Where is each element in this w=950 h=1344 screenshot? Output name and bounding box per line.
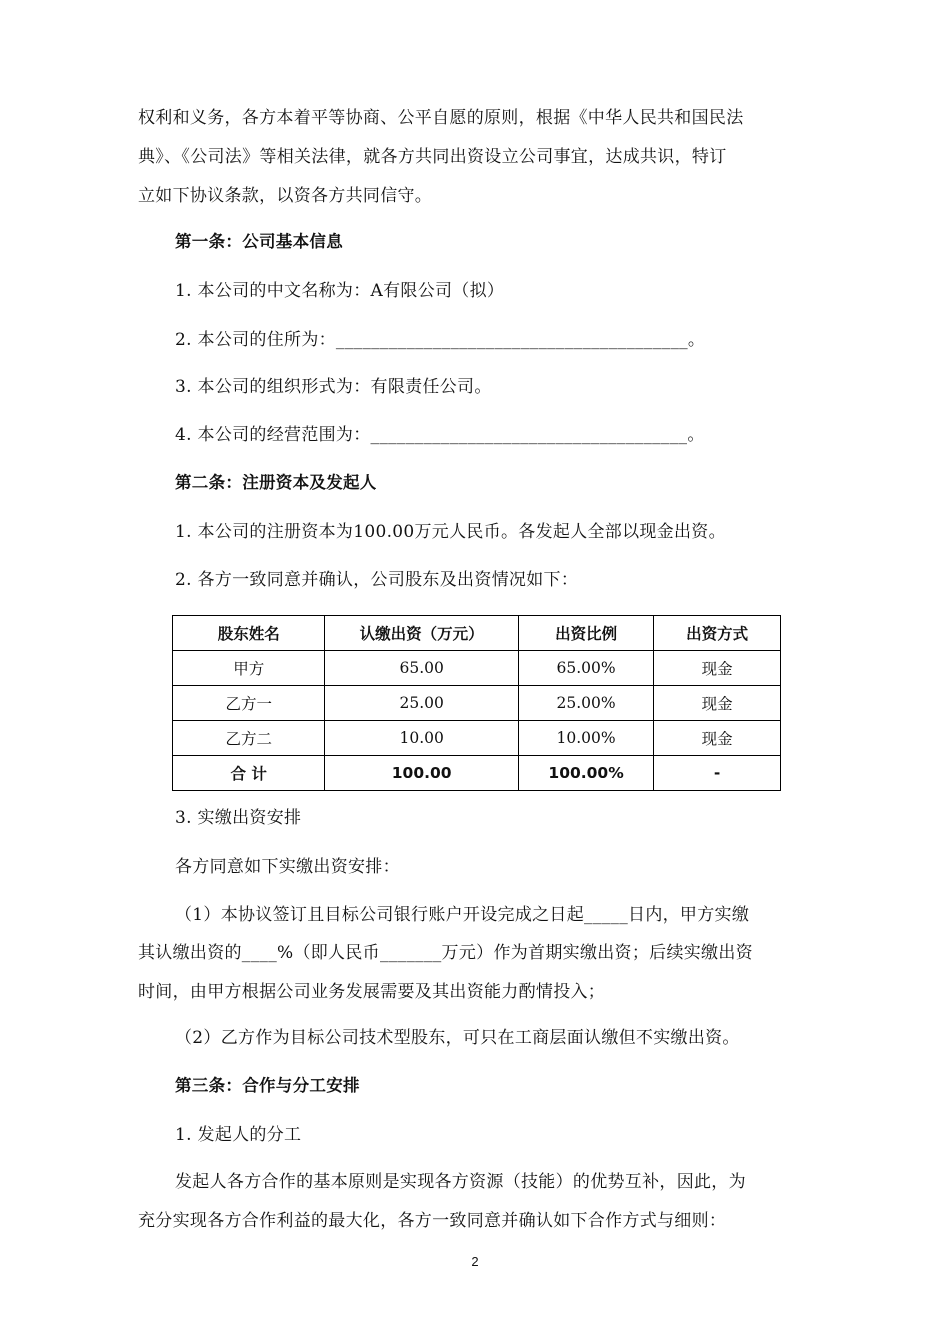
arrangement-p1-line-1: （1）本协议签订且目标公司银行账户开设完成之日起_____日内，甲方实缴 — [175, 905, 750, 925]
article1-item-3: 3. 本公司的组织形式为：有限责任公司。 — [175, 377, 492, 397]
arrangement-p1-line-3: 时间，由甲方根据公司业务发展需要及其出资能力酌情投入； — [138, 982, 606, 1002]
article2-item-1: 1. 本公司的注册资本为100.00万元人民币。各发起人全部以现金出资。 — [175, 522, 726, 542]
article3-p-line-2: 充分实现各方合作利益的最大化，各方一致同意并确认如下合作方式与细则： — [138, 1211, 727, 1231]
cell-ratio: 65.00% — [518, 651, 653, 686]
cell-capital: 10.00 — [325, 721, 518, 756]
cell-name: 乙方二 — [173, 721, 325, 756]
article2-item-2: 2. 各方一致同意并确认，公司股东及出资情况如下： — [175, 570, 579, 590]
table-header-row — [173, 616, 781, 651]
header-contribution-method: 出资方式 — [654, 616, 781, 651]
article1-item-2: 2. 本公司的住所为：________________________________________。 — [175, 330, 706, 350]
article1-item-4: 4. 本公司的经营范围为：____________________________________。 — [175, 425, 705, 445]
intro-line-3: 立如下协议条款，以资各方共同信守。 — [138, 186, 433, 206]
intro-line-2: 典》、《公司法》等相关法律，就各方共同出资设立公司事宜，达成共识，特订 — [138, 147, 727, 167]
article3-heading: 第三条：合作与分工安排 — [175, 1076, 360, 1095]
cell-capital: 25.00 — [325, 686, 518, 721]
cell-method: 现金 — [654, 686, 781, 721]
cell-name: 乙方一 — [173, 686, 325, 721]
article1-heading: 第一条：公司基本信息 — [175, 232, 343, 251]
cell-capital: 65.00 — [325, 651, 518, 686]
cell-method: 现金 — [654, 721, 781, 756]
shareholder-table — [172, 615, 781, 791]
table-row — [173, 651, 781, 686]
total-ratio: 100.00% — [518, 756, 653, 791]
total-label: 合 计 — [173, 756, 325, 791]
total-method: - — [654, 756, 781, 791]
cell-method: 现金 — [654, 651, 781, 686]
arrangement-p1-line-2: 其认缴出资的____%（即人民币_______万元）作为首期实缴出资；后续实缴出资 — [138, 943, 753, 963]
arrangement-p2: （2）乙方作为目标公司技术型股东，可只在工商层面认缴但不实缴出资。 — [175, 1028, 740, 1048]
table-row — [173, 721, 781, 756]
article3-item-1: 1. 发起人的分工 — [175, 1125, 302, 1145]
header-subscribed-capital: 认缴出资（万元） — [325, 616, 518, 651]
cell-ratio: 25.00% — [518, 686, 653, 721]
table-row — [173, 686, 781, 721]
article2-heading: 第二条：注册资本及发起人 — [175, 473, 377, 492]
page-number: 2 — [471, 1254, 479, 1269]
total-capital: 100.00 — [325, 756, 518, 791]
article2-item-3: 3. 实缴出资安排 — [175, 808, 302, 828]
cell-name: 甲方 — [173, 651, 325, 686]
table-total-row — [173, 756, 781, 791]
header-shareholder-name: 股东姓名 — [173, 616, 325, 651]
arrangement-intro: 各方同意如下实缴出资安排： — [175, 857, 400, 877]
intro-line-1: 权利和义务，各方本着平等协商、公平自愿的原则，根据《中华人民共和国民法 — [138, 108, 744, 128]
article1-item-1: 1. 本公司的中文名称为：A有限公司（拟） — [175, 281, 505, 301]
header-capital-ratio: 出资比例 — [518, 616, 653, 651]
cell-ratio: 10.00% — [518, 721, 653, 756]
article3-p-line-1: 发起人各方合作的基本原则是实现各方资源（技能）的优势互补，因此，为 — [175, 1172, 746, 1192]
